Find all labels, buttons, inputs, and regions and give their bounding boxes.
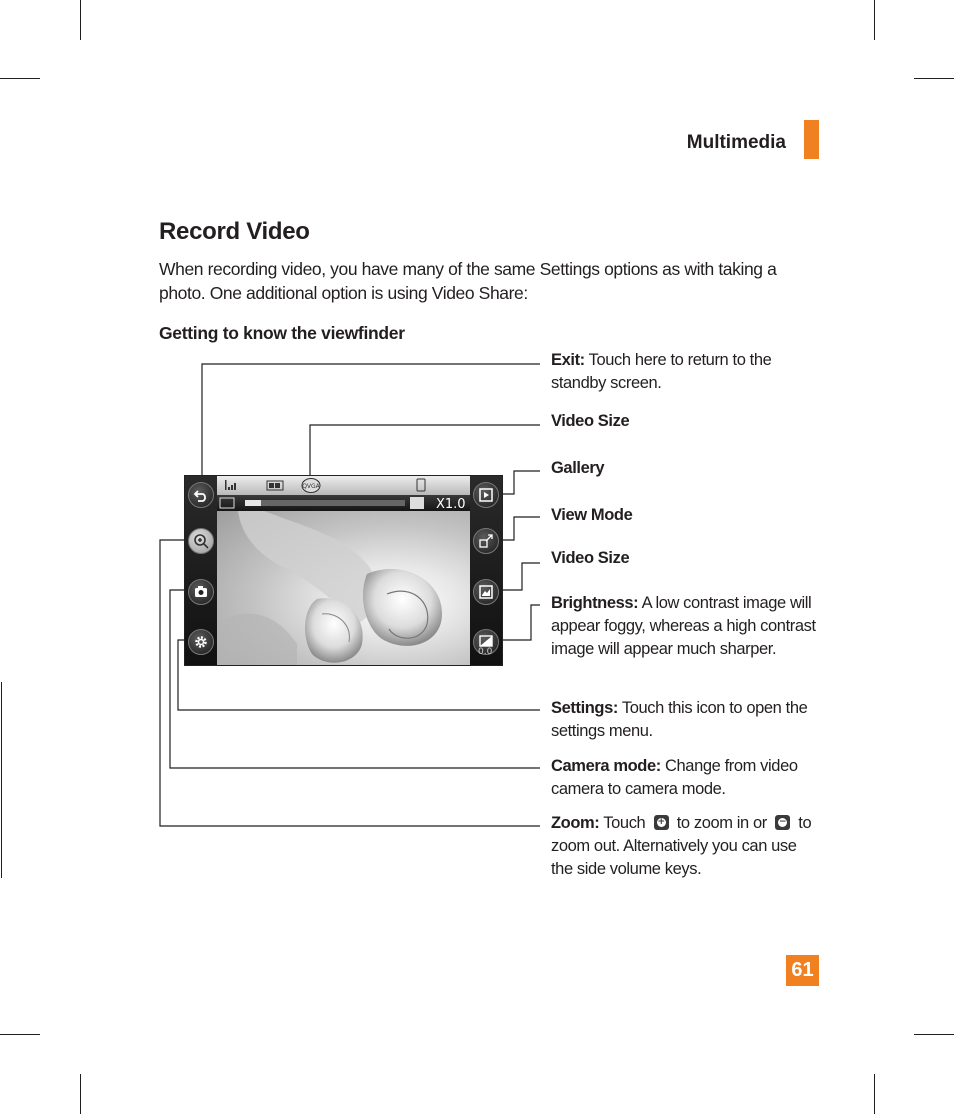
zoom-out-icon: − bbox=[775, 815, 790, 830]
callout-video-size bbox=[551, 547, 821, 570]
callout-label: View Mode bbox=[551, 506, 633, 524]
page-title: Record Video bbox=[159, 218, 310, 245]
magnifier-icon bbox=[193, 533, 209, 549]
zoom-in-icon: + bbox=[654, 815, 669, 830]
intro-paragraph: When recording video, you have many of the same Settings options as with taking a photo. One additional option is using Video Share: bbox=[159, 259, 777, 303]
back-arrow-icon bbox=[193, 487, 209, 503]
callout-label: Video Size bbox=[551, 412, 630, 430]
callout-text: to zoom out. Alternatively you can use the side volume keys. bbox=[551, 814, 812, 878]
page-number: 61 bbox=[786, 955, 819, 986]
camera-mode-button[interactable] bbox=[188, 579, 214, 605]
callout-camera-mode bbox=[551, 755, 821, 801]
gallery-button[interactable] bbox=[473, 482, 499, 508]
settings-button[interactable] bbox=[188, 629, 214, 655]
preview-image bbox=[217, 504, 470, 665]
video-size-badge: QVGA bbox=[302, 483, 320, 490]
callout-label: Gallery bbox=[551, 459, 605, 477]
callout-text: to zoom in or bbox=[676, 814, 767, 832]
callout-label: Settings: bbox=[551, 699, 618, 717]
view-mode-button[interactable] bbox=[473, 528, 499, 554]
brightness-value: 0.0 bbox=[478, 647, 493, 657]
camera-icon bbox=[193, 584, 209, 600]
video-size-button[interactable] bbox=[473, 579, 499, 605]
callout-label: Exit: bbox=[551, 351, 585, 369]
callout-text: Touch bbox=[603, 814, 646, 832]
callout-text: A low contrast image will appear foggy, whereas a high contrast image will appear much sharper. bbox=[551, 594, 816, 658]
view-mode-icon bbox=[478, 533, 494, 549]
play-icon bbox=[478, 487, 494, 503]
callout-label: Camera mode: bbox=[551, 757, 661, 775]
callout-gallery bbox=[551, 457, 821, 480]
gear-icon bbox=[193, 634, 209, 650]
callout-zoom bbox=[551, 812, 821, 881]
callout-settings bbox=[551, 697, 821, 743]
callout-label: Video Size bbox=[551, 549, 630, 567]
callout-label: Zoom: bbox=[551, 814, 600, 832]
callout-text: Touch this icon to open the settings menu. bbox=[551, 699, 808, 740]
image-size-icon bbox=[478, 584, 494, 600]
left-toolbar bbox=[185, 476, 217, 665]
callout-exit bbox=[551, 349, 821, 395]
section-header: Multimedia bbox=[686, 132, 786, 153]
callout-text: Change from video camera to camera mode. bbox=[551, 757, 798, 798]
callout-label: Brightness: bbox=[551, 594, 639, 612]
right-toolbar bbox=[470, 476, 502, 665]
callout-brightness bbox=[551, 592, 821, 661]
callout-text: Touch here to return to the standby screen. bbox=[551, 351, 772, 392]
subsection-title: Getting to know the viewfinder bbox=[159, 323, 405, 343]
zoom-level: X1.0 bbox=[436, 497, 466, 511]
status-bar bbox=[217, 476, 470, 495]
exit-button[interactable] bbox=[188, 482, 214, 508]
callout-view-mode bbox=[551, 504, 821, 527]
zoom-button[interactable] bbox=[188, 528, 214, 554]
zoom-slider[interactable] bbox=[217, 495, 470, 511]
viewfinder-screenshot bbox=[184, 475, 503, 666]
callout-video-size-top bbox=[551, 410, 821, 433]
